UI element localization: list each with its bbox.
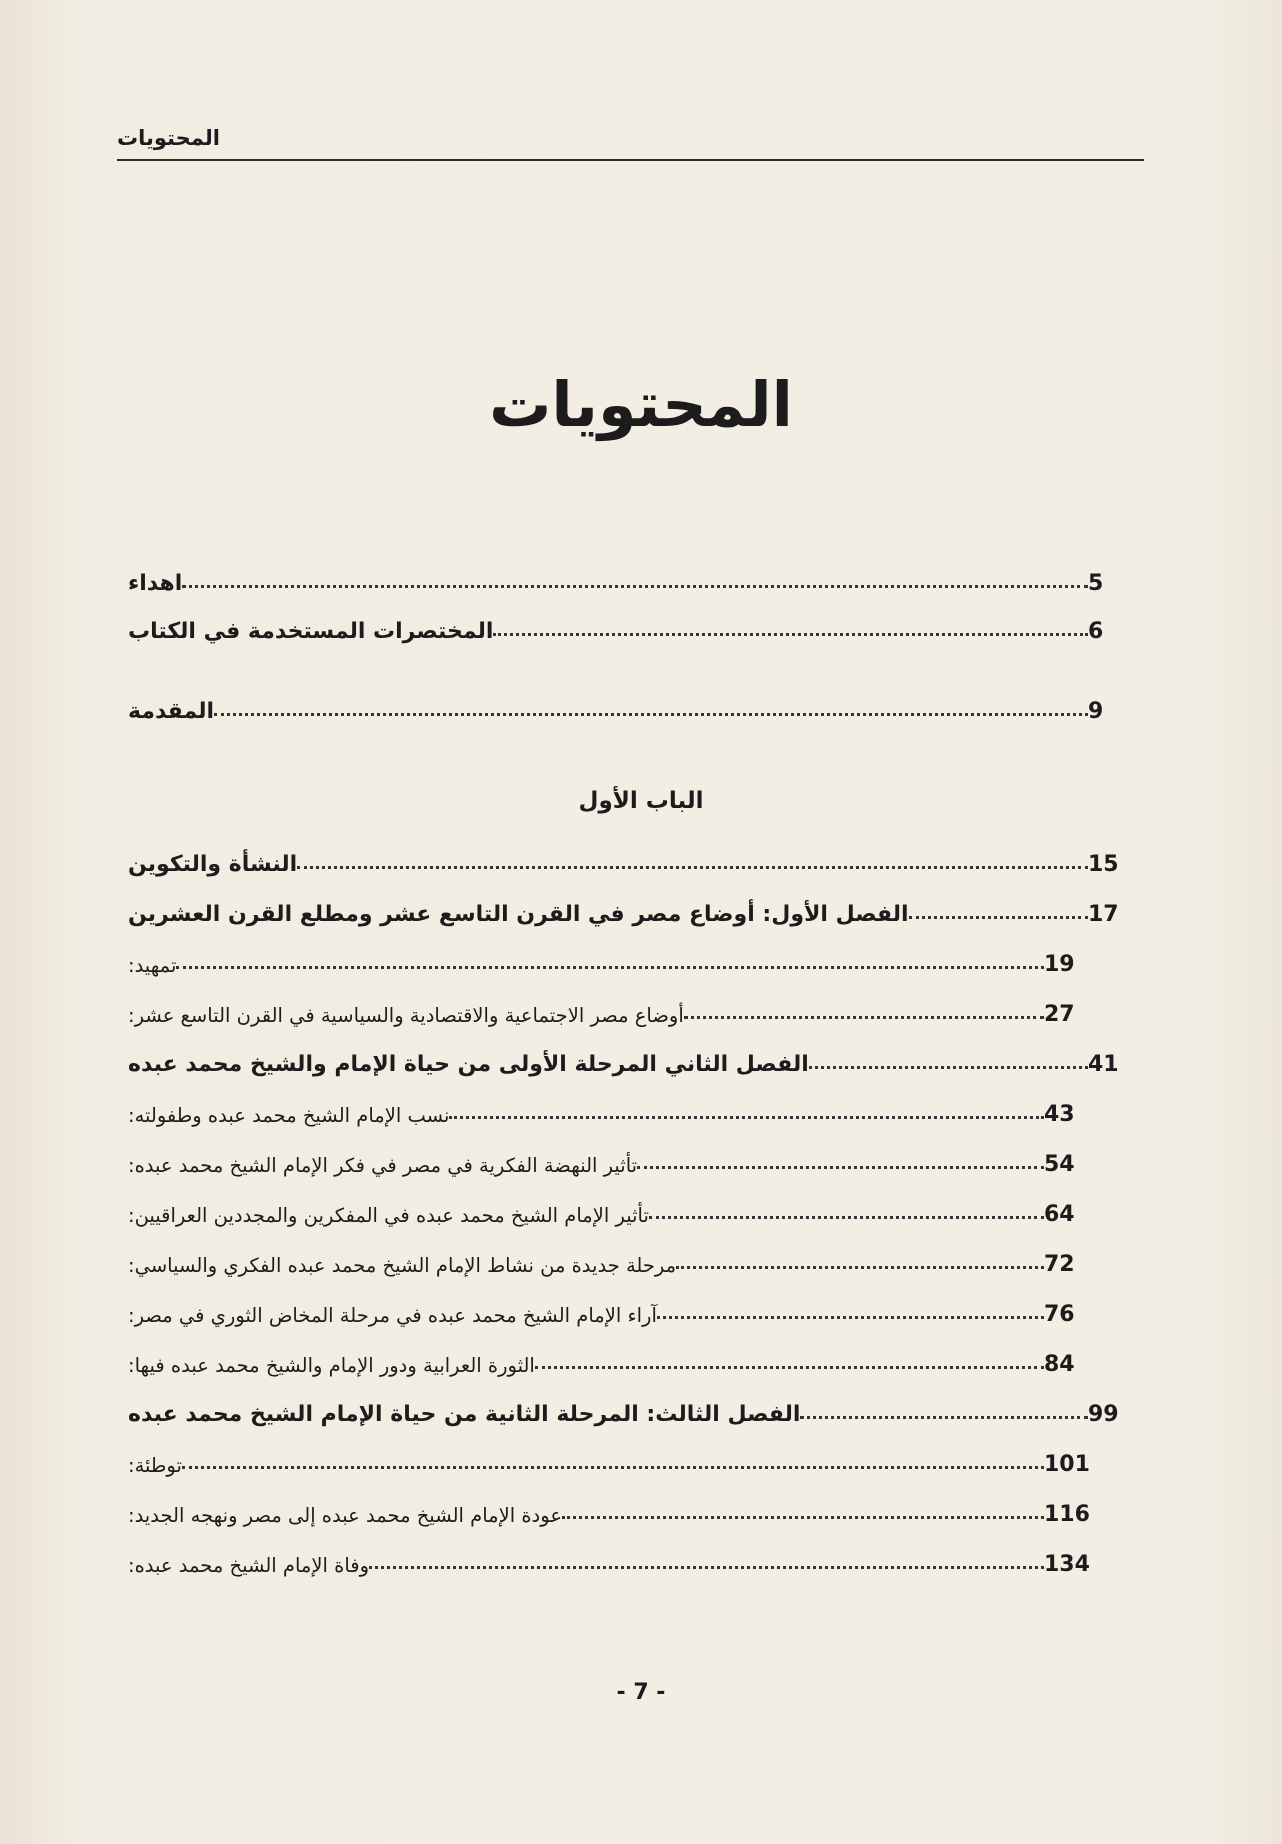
toc-entry-page: 15 [1088,852,1119,877]
toc-entry-title: وفاة الإمام الشيخ محمد عبده: [128,1554,369,1577]
dot-leader [909,916,1088,919]
toc-entry-introduction[interactable] [122,684,1146,724]
dot-leader [800,1416,1088,1419]
toc-entry-title: المختصرات المستخدمة في الكتاب [128,619,494,644]
dot-leader [214,713,1088,716]
toc-entry-page: 116 [1044,1502,1090,1527]
toc-entry-title: توطئة: [128,1454,182,1477]
toc-entry-chapter-1[interactable] [122,887,1146,927]
toc-entry-page: 41 [1088,1052,1119,1077]
toc-entry-section[interactable] [122,987,1102,1027]
running-header-title: المحتويات [117,126,220,150]
toc-entry-page: 99 [1088,1402,1119,1427]
toc-entry-section[interactable] [122,1487,1102,1527]
running-header [117,126,1144,161]
toc-entry-title: أوضاع مصر الاجتماعية والاقتصادية والسياسية في القرن التاسع عشر: [128,1004,684,1027]
toc-entry-section[interactable] [122,937,1102,977]
dot-leader [657,1316,1044,1319]
toc-entry-page: 9 [1088,699,1104,724]
toc-entry-page: 17 [1088,902,1119,927]
toc-entry-page: 19 [1044,952,1075,977]
toc-entry-page: 84 [1044,1352,1075,1377]
toc-entry-section[interactable] [122,1287,1102,1327]
dot-leader [449,1116,1044,1119]
toc-entry-page: 72 [1044,1252,1075,1277]
toc-entry-part-title[interactable] [122,837,1146,877]
toc-entry-title: الفصل الأول: أوضاع مصر في القرن التاسع عشر ومطلع القرن العشرين [128,902,909,927]
toc-entry-page: 101 [1044,1452,1090,1477]
page-title: المحتويات [489,368,793,441]
toc-entry-section[interactable] [122,1437,1102,1477]
toc-entry-dedication[interactable] [122,556,1146,596]
toc-entry-chapter-3[interactable] [122,1387,1146,1427]
toc-entry-title: تأثير النهضة الفكرية في مصر في فكر الإمام الشيخ محمد عبده: [128,1154,638,1177]
dot-leader [649,1216,1044,1219]
dot-leader [176,966,1044,969]
dot-leader [493,633,1088,636]
toc-entry-page: 43 [1044,1102,1075,1127]
toc-entry-page: 76 [1044,1302,1075,1327]
dot-leader [369,1566,1044,1569]
dot-leader [809,1066,1088,1069]
toc-entry-page: 5 [1088,571,1104,596]
toc-entry-title: اهداء [128,571,183,596]
toc-entry-title: الفصل الثالث: المرحلة الثانية من حياة الإمام الشيخ محمد عبده [128,1402,801,1427]
toc-entry-page: 64 [1044,1202,1075,1227]
dot-leader [684,1016,1044,1019]
dot-leader [535,1366,1044,1369]
dot-leader [562,1516,1044,1519]
part-heading: الباب الأول [578,788,704,814]
toc-entry-section[interactable] [122,1187,1102,1227]
toc-entry-title: المقدمة [128,699,215,724]
toc-entry-title: عودة الإمام الشيخ محمد عبده إلى مصر ونهجه الجديد: [128,1504,562,1527]
toc-entry-title: تمهيد: [128,954,177,977]
page-number: - 7 - [616,1680,666,1705]
toc-entry-page: 27 [1044,1002,1075,1027]
toc-entry-page: 6 [1088,619,1104,644]
dot-leader [637,1166,1044,1169]
dot-leader [182,1466,1044,1469]
toc-entry-section[interactable] [122,1137,1102,1177]
toc-entry-title: آراء الإمام الشيخ محمد عبده في مرحلة المخاض الثوري في مصر: [128,1304,657,1327]
toc-entry-title: تأثير الإمام الشيخ محمد عبده في المفكرين والمجددين العراقيين: [128,1204,649,1227]
dot-leader [297,866,1088,869]
toc-entry-page: 54 [1044,1152,1075,1177]
toc-entry-title: نسب الإمام الشيخ محمد عبده وطفولته: [128,1104,450,1127]
toc-entry-section[interactable] [122,1237,1102,1277]
toc-entry-title: الفصل الثاني المرحلة الأولى من حياة الإمام والشيخ محمد عبده [128,1052,809,1077]
toc-entry-title: النشأة والتكوين [128,852,298,877]
toc-entry-abbreviations[interactable] [122,604,1146,644]
dot-leader [182,585,1088,588]
toc-entry-section[interactable] [122,1337,1102,1377]
toc-entry-title: الثورة العرابية ودور الإمام والشيخ محمد عبده فيها: [128,1354,535,1377]
toc-entry-title: مرحلة جديدة من نشاط الإمام الشيخ محمد عبده الفكري والسياسي: [128,1254,677,1277]
toc-entry-section[interactable] [122,1087,1102,1127]
toc-entry-section[interactable] [122,1537,1102,1577]
toc-entry-page: 134 [1044,1552,1090,1577]
dot-leader [676,1266,1044,1269]
toc-entry-chapter-2[interactable] [122,1037,1146,1077]
